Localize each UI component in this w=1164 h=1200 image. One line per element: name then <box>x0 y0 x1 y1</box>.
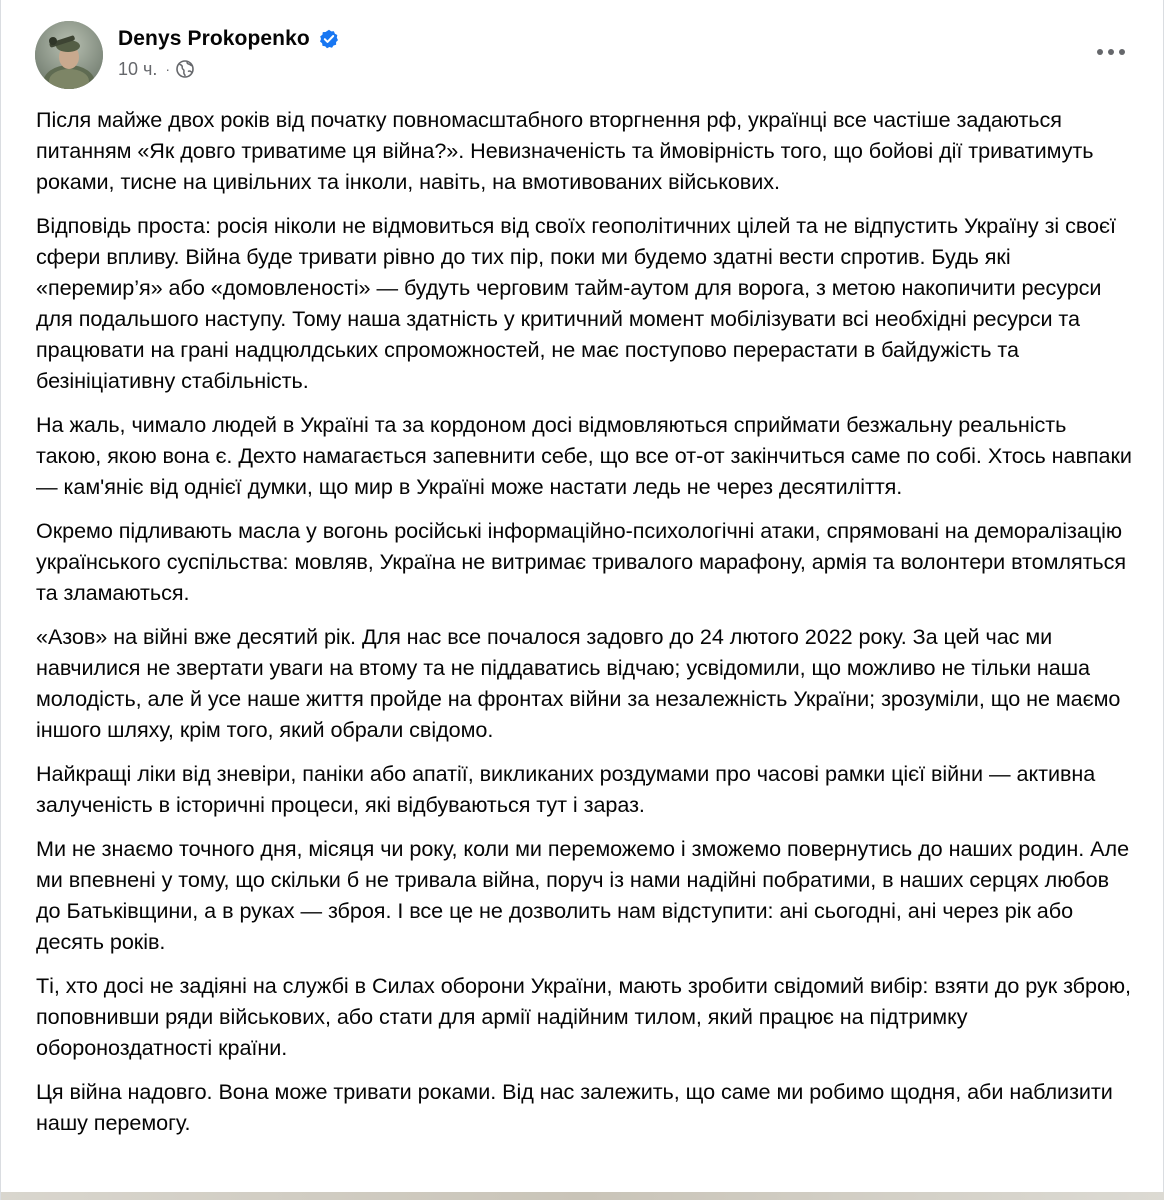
globe-icon[interactable] <box>176 60 194 78</box>
post-body <box>36 104 1136 1151</box>
post-paragraph: Окремо підливають масла у вогонь російські інформаційно-психологічні атаки, спрямовані на деморалізацію українського суспільства: мовляв, Україна не витримає тривалого марафону, армія та волонтери втомляться та зламаються. <box>36 518 1127 605</box>
more-horizontal-icon <box>1096 48 1126 56</box>
attached-image-edge[interactable] <box>1 1192 1164 1200</box>
post-paragraph: Найкращі ліки від зневіри, паніки або апатії, викликаних роздумами про часові рамки цієї війни — активна залученість в історичні процеси, які відбуваються тут і зараз. <box>36 761 1096 817</box>
post-paragraph: Відповідь проста: росія ніколи не відмовиться від своїх геополітичних цілей та не відпустить Україну зі своєї сфери впливу. Війна буде тривати рівно до тих пір, поки ми будемо здатні вести спротив. Будь які «перемир’я» або «домовленості» — будуть черговим тайм-аутом для ворога, з метою накопичити ресурси для подальшого наступу. Тому наша здатність у критичний момент мобілізувати всі необхідні ресурси та працювати на грані надцюлдських спроможностей, не має поступово перерастати в байдужість та безініціативну стабільність. <box>36 213 1116 393</box>
author-line <box>118 25 339 53</box>
author-avatar[interactable] <box>35 21 103 89</box>
meta-separator: · <box>165 61 171 77</box>
post-paragraph: Ця війна надовго. Вона може тривати роками. Від нас залежить, що саме ми робимо щодня, аби наблизити нашу перемогу. <box>36 1079 1113 1135</box>
more-options-button[interactable] <box>1091 34 1131 70</box>
post-paragraph: На жаль, чимало людей в Україні та за кордоном досі відмовляються сприймати безжальну реальність такою, якою вона є. Дехто намагається запевнити себе, що все от-от закінчиться саме по собі. Хтось навпаки — кам'яніє від однієї думки, що мир в Україні може настати ледь не через десятиліття. <box>36 412 1132 499</box>
post-header <box>1 0 1164 100</box>
post-paragraph: Ми не знаємо точного дня, місяця чи року, коли ми переможемо і зможемо повернутись до наших родин. Але ми впевнені у тому, що скільки б не тривала війна, поруч із нами надійні побратими, в наших серцях любов до Батьківщини, а в руках — зброя. І все це не дозволить нам відступити: ані сьогодні, ані через рік або десять років. <box>36 836 1130 954</box>
verified-badge-icon <box>319 29 339 49</box>
post-meta <box>118 57 194 81</box>
avatar-photo-icon <box>35 21 103 89</box>
post-timestamp[interactable]: 10 ч. <box>118 58 158 79</box>
post-paragraph: «Азов» на війні вже десятий рік. Для нас все почалося задовго до 24 лютого 2022 року. За цей час ми навчилися не звертати уваги на втому та не піддаватись відчаю; усвідомили, що можливо не тільки наша молодість, але й усе наше життя пройде на фронтах війни за незалежність України; зрозуміли, що не маємо іншого шляху, крім того, який обрали свідомо. <box>36 624 1121 742</box>
post-paragraph: Ті, хто досі не задіяні на службі в Силах оборони України, мають зробити свідомий вибір: взяти до рук зброю, поповнивши ряди військових, або стати для армії надійним тилом, який працює на підтримку обороноздатності країни. <box>36 973 1132 1060</box>
post-paragraph: Після майже двох років від початку повномасштабного вторгнення рф, українці все частіше задаються питанням «Як довго триватиме ця війна?». Невизначеність та ймовірність того, що бойові дії триватимуть роками, тисне на цивільних та інколи, навіть, на вмотивованих військових. <box>36 107 1094 194</box>
author-name[interactable]: Denys Prokopenko <box>118 27 310 50</box>
